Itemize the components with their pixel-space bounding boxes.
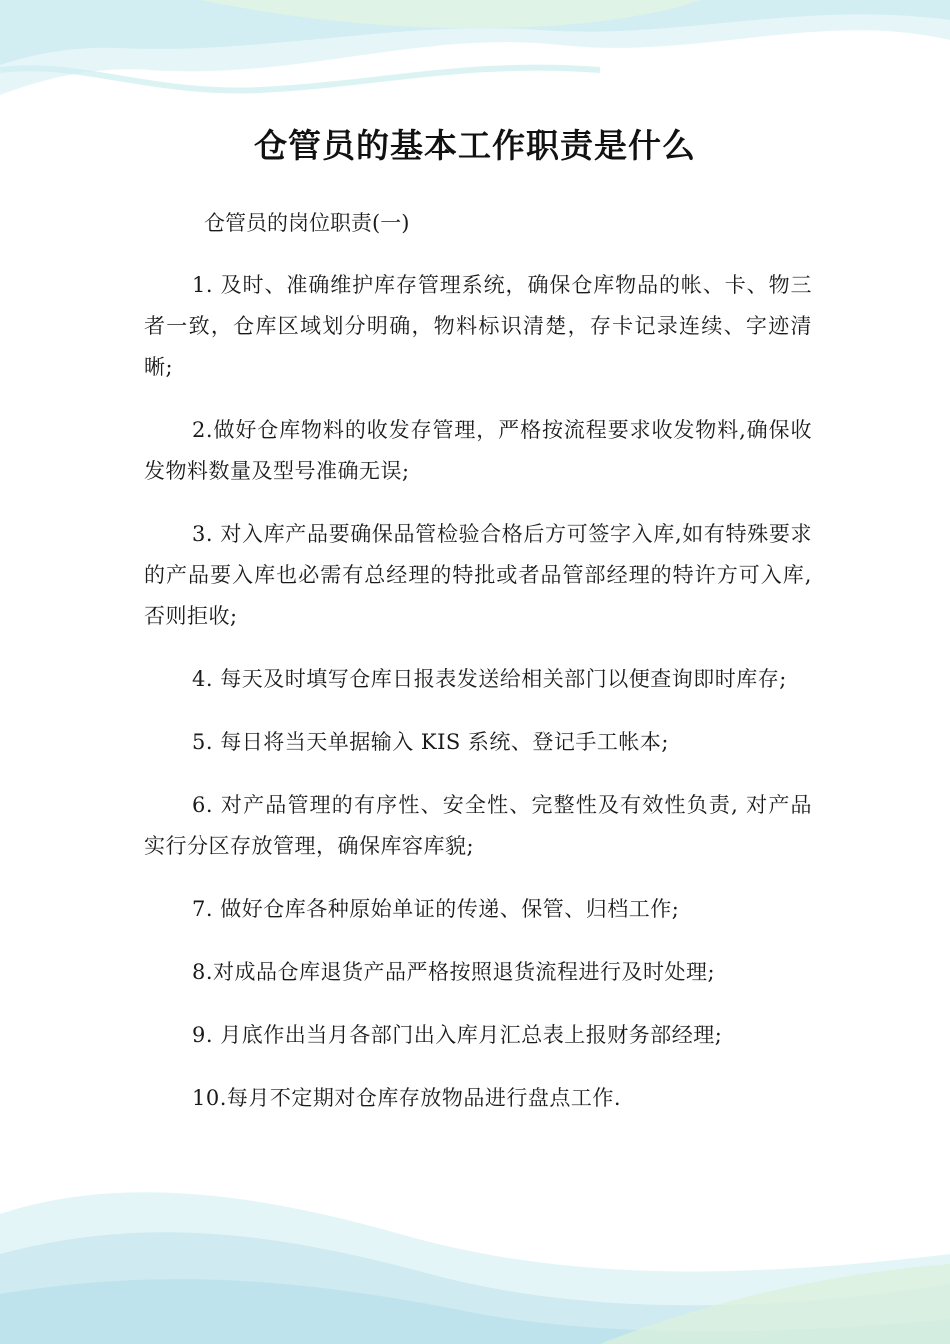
duty-item-3: 3. 对入库产品要确保品管检验合格后方可签字入库,如有特殊要求的产品要入库也必需有总经理的特批或者品管部经理的特许方可入库,否则拒收; [144,522,812,628]
duty-item-8: 8.对成品仓库退货产品严格按照退货流程进行及时处理; [192,960,716,984]
document-body [144,203,812,1141]
duty-item-5: 5. 每日将当天单据输入 KIS 系统、登记手工帐本; [192,730,670,754]
duty-item-7: 7. 做好仓库各种原始单证的传递、保管、归档工作; [192,897,680,921]
section-subtitle: 仓管员的岗位职责(一) [204,211,410,235]
duty-item-2: 2.做好仓库物料的收发存管理，严格按流程要求收发物料,确保收发物料数量及型号准确无误; [144,418,812,483]
document-title: 仓管员的基本工作职责是什么 [254,126,696,165]
duty-item-10: 10.每月不定期对仓库存放物品进行盘点工作. [192,1086,622,1110]
duty-item-1: 1. 及时、准确维护库存管理系统，确保仓库物品的帐、卡、物三者一致，仓库区域划分明确，物料标识清楚，存卡记录连续、字迹清晰; [144,273,812,379]
duty-item-4: 4. 每天及时填写仓库日报表发送给相关部门以便查询即时库存; [192,667,787,691]
duty-item-9: 9. 月底作出当月各部门出入库月汇总表上报财务部经理; [192,1023,723,1047]
duty-item-6: 6. 对产品管理的有序性、安全性、完整性及有效性负责, 对产品实行分区存放管理，确保库容库貌; [144,793,812,858]
